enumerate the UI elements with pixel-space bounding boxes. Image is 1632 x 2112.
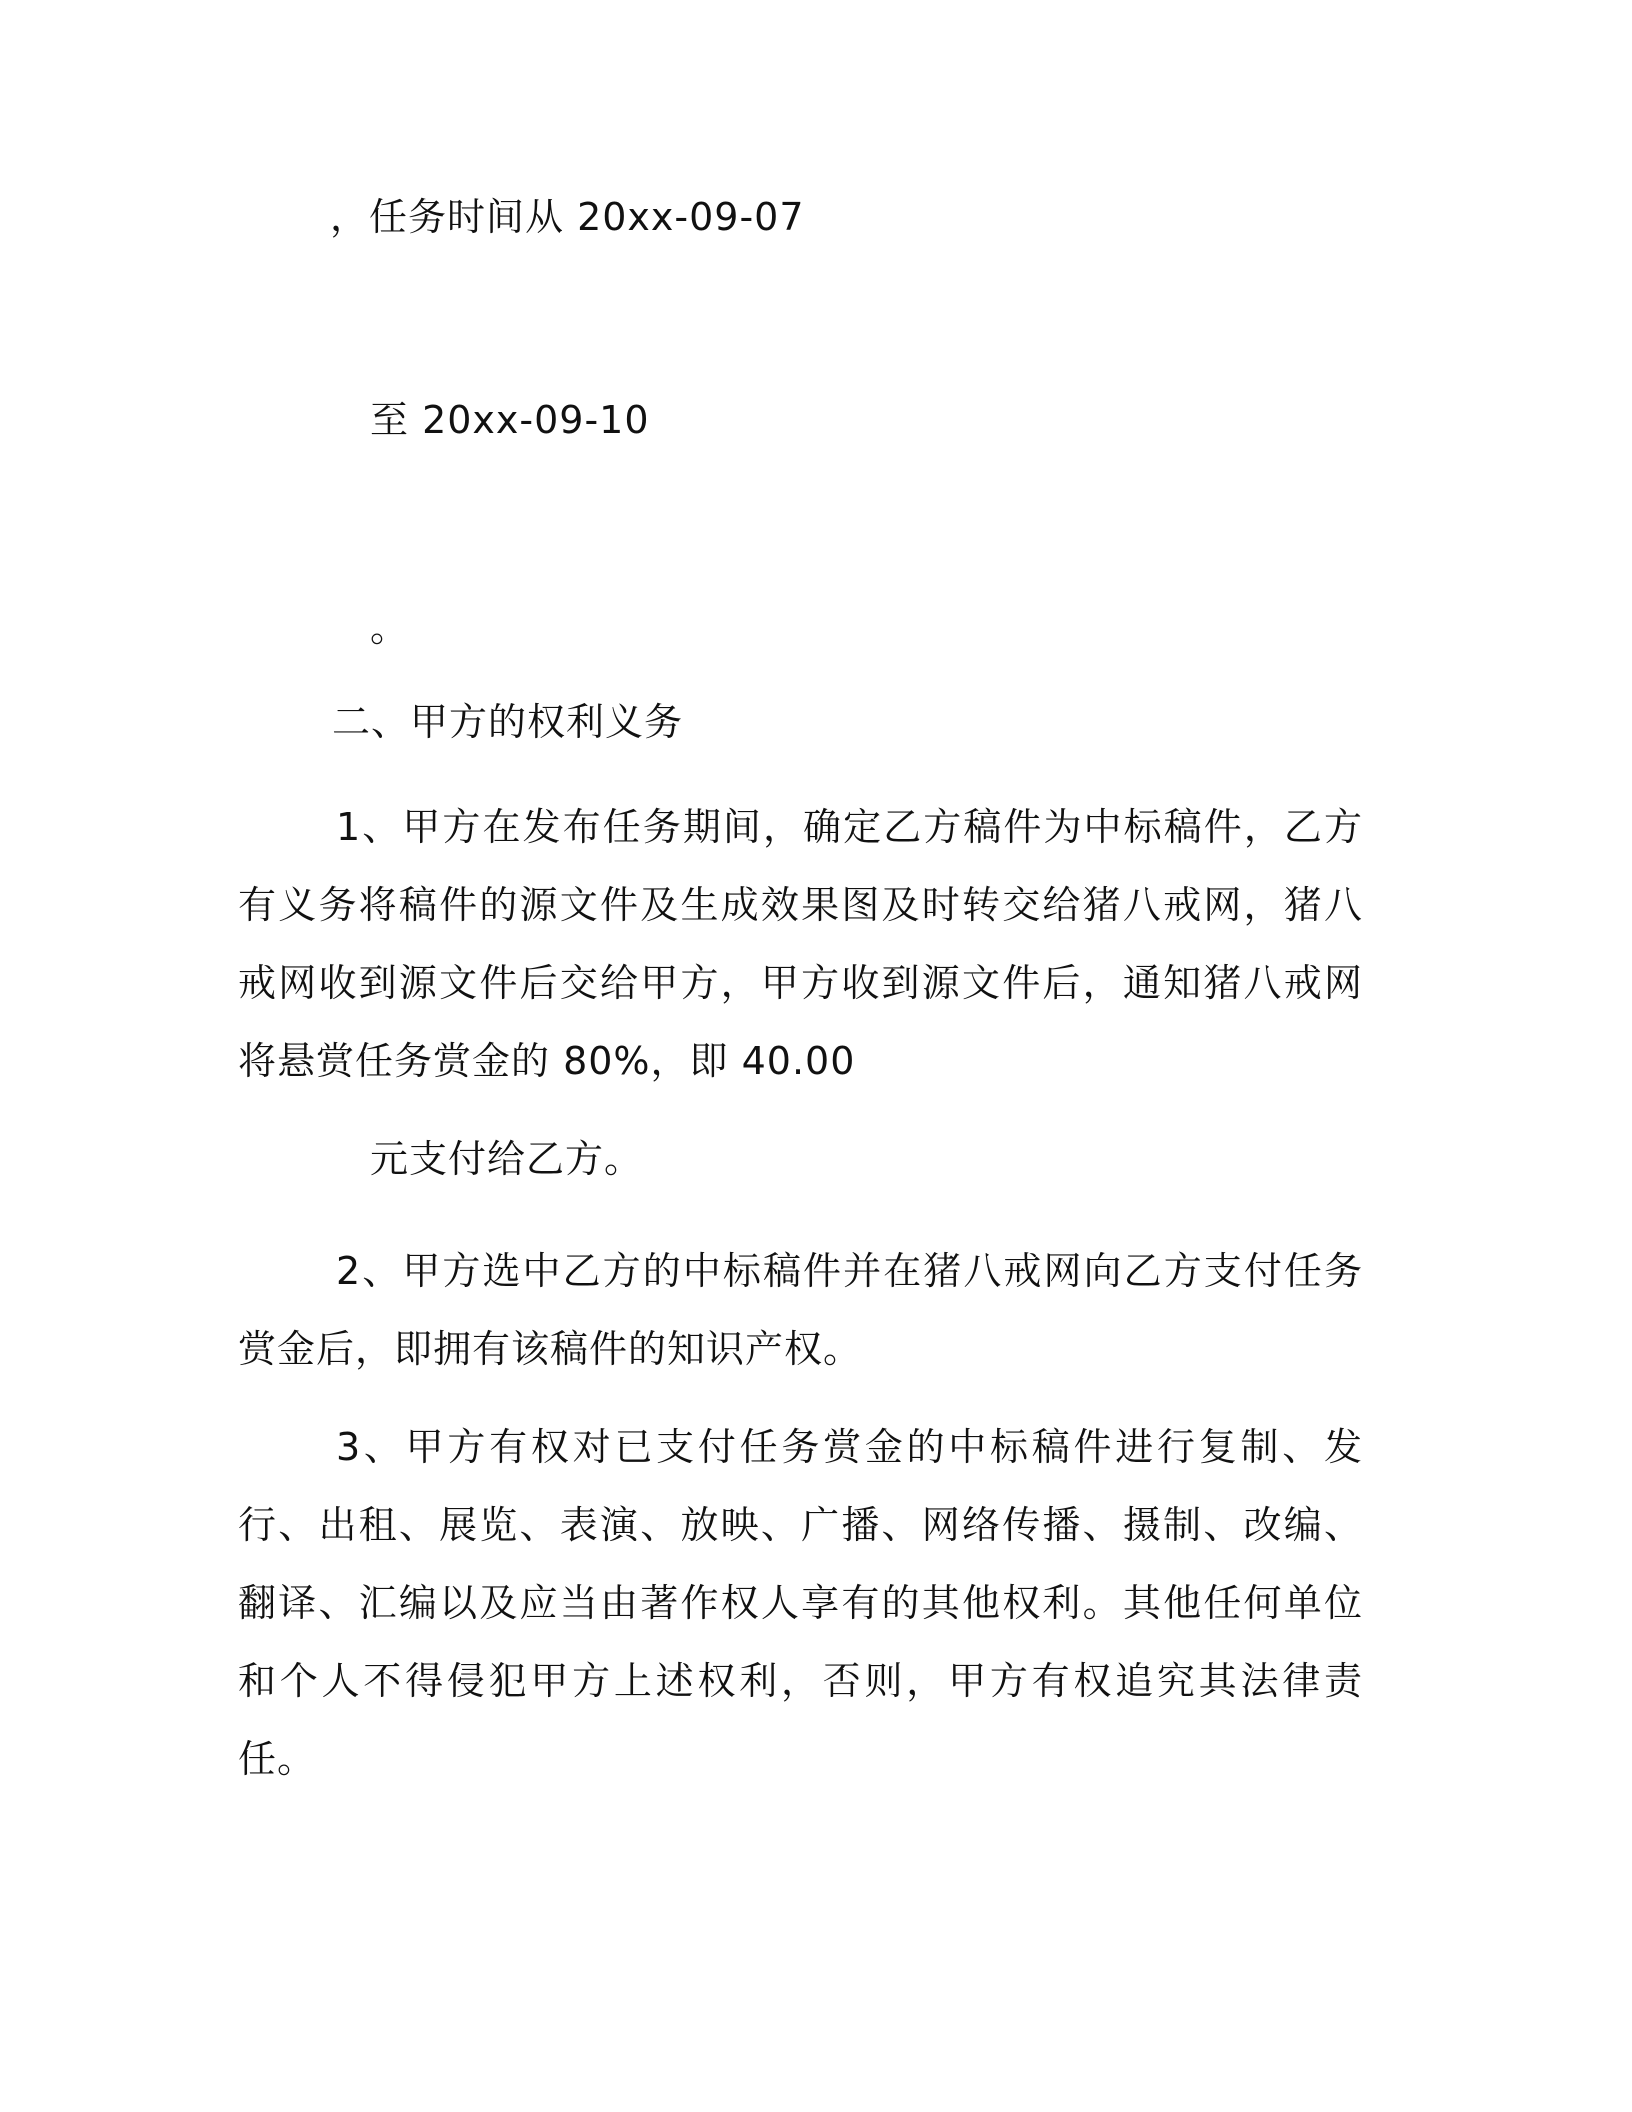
task-time-line: ，任务时间从 20xx-09-07 <box>330 195 805 239</box>
clause-3-text: 3、甲方有权对已支付任务赏金的中标稿件进行复制、发行、出租、展览、表演、放映、广播、网络传播、摄制、改编、翻译、汇编以及应当由著作权人享有的其他权利。其他任何单位和个人不得侵犯甲方上述权利，否则，甲方有权追究其法律责任。 <box>238 1425 1363 1781</box>
section-heading: 二、甲方的权利义务 <box>332 700 684 744</box>
clause-2-text: 2、甲方选中乙方的中标稿件并在猪八戒网向乙方支付任务赏金后，即拥有该稿件的知识产权。 <box>238 1249 1363 1371</box>
clause-1-tail: 元支付给乙方。 <box>370 1137 644 1181</box>
clause-1 <box>238 788 1363 1100</box>
task-end-line: 至 20xx-09-10 <box>370 398 650 442</box>
clause-1-text: 1、甲方在发布任务期间，确定乙方稿件为中标稿件，乙方有义务将稿件的源文件及生成效果图及时转交给猪八戒网，猪八戒网收到源文件后交给甲方，甲方收到源文件后，通知猪八戒网将悬赏任务赏金的 80%，即 40.00 <box>238 805 1363 1083</box>
period-line: 。 <box>370 606 410 650</box>
clause-2 <box>238 1232 1363 1388</box>
clause-3 <box>238 1408 1363 1798</box>
